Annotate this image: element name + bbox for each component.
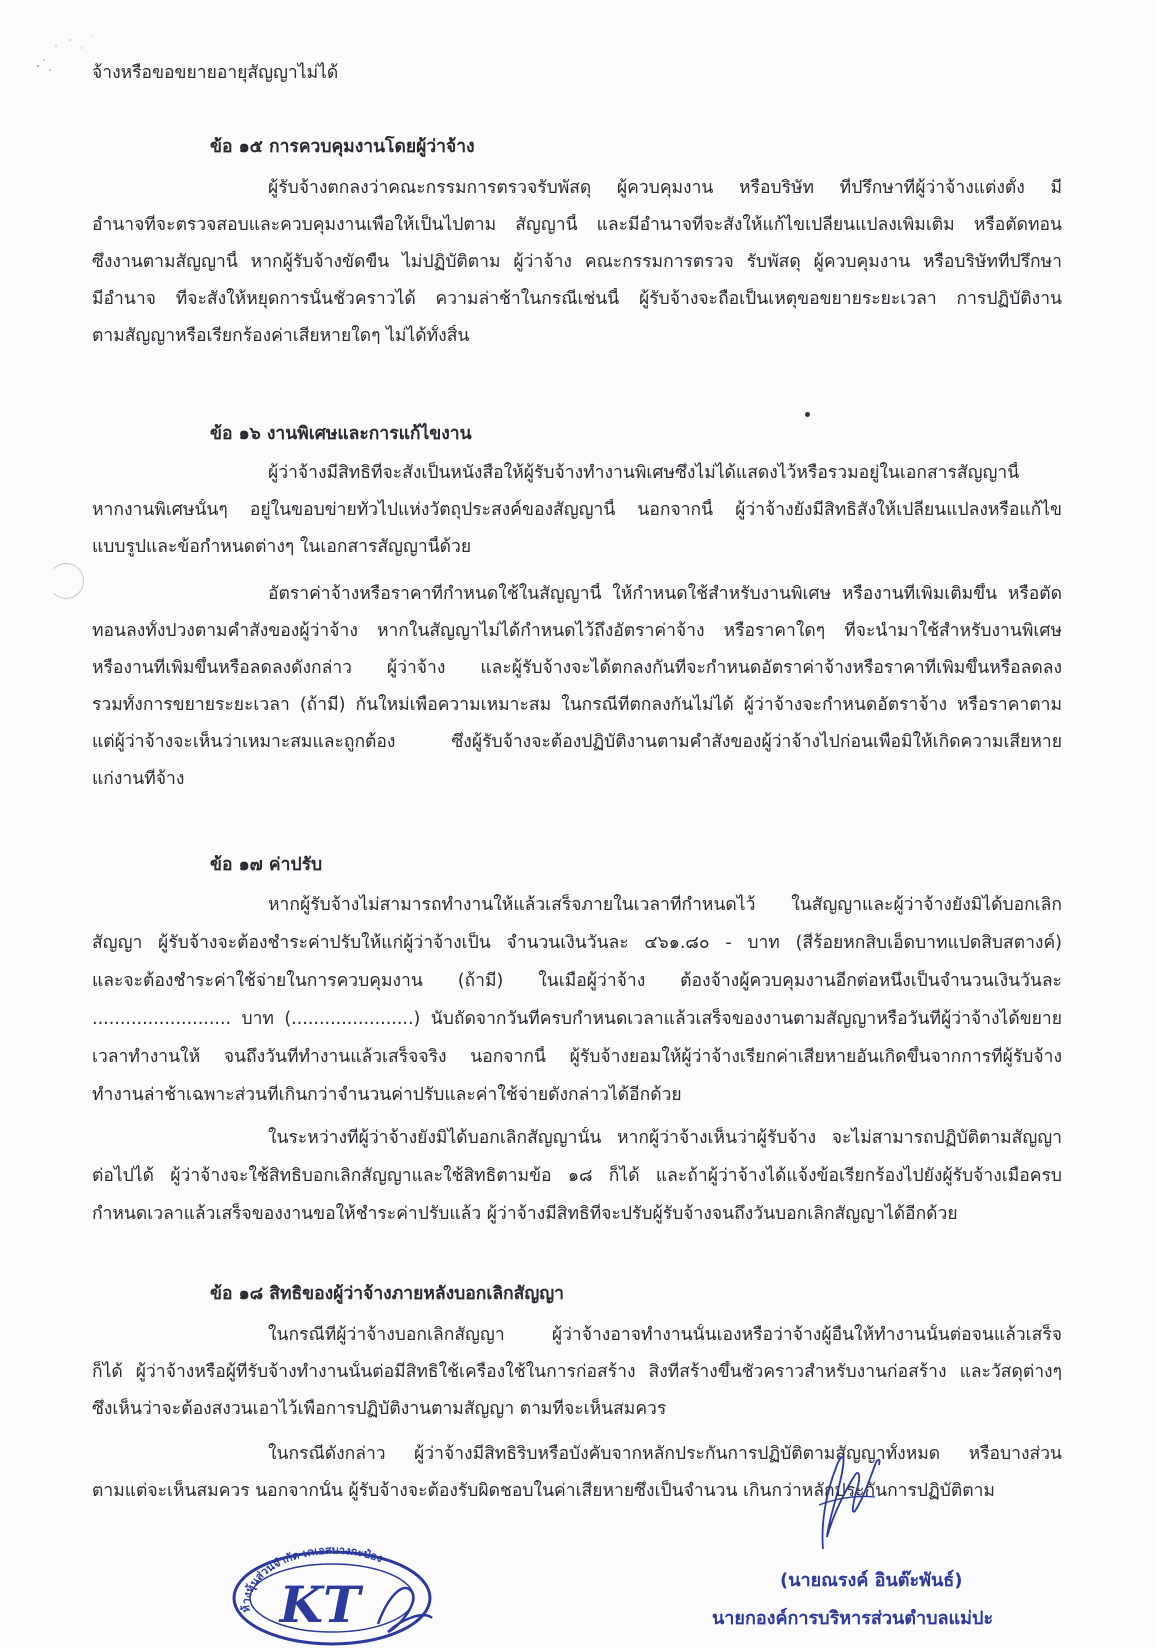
handwritten-signature xyxy=(815,1445,905,1555)
clause-17-line: กำหนดเวลาแล้วเสร็จของงานขอให้ชำระค่าปรับแล้ว ผู้ว่าจ้างมีสิทธิที่จะปรับผู้รับจ้างจนถึงวันบอกเลิกสัญญาได้อีกด้วย xyxy=(92,1204,958,1224)
clause-18-line: ในกรณีที่ผู้ว่าจ้างบอกเลิกสัญญา ผู้ว่าจ้างอาจทำงานนั้นเองหรือว่าจ้างผู้อื่นให้ทำงานนั้นต่อจนแล้วเสร็จ xyxy=(268,1325,1062,1345)
clause-18-line: ซึ่งเห็นว่าจะต้องสงวนเอาไว้เพื่อการปฏิบัติงานตามสัญญา ตามที่จะเห็นสมควร xyxy=(92,1399,667,1419)
clause-16-line: อัตราค่าจ้างหรือราคาที่กำหนดใช้ในสัญญานี้ ให้กำหนดใช้สำหรับงานพิเศษ หรืองานที่เพิ่มเติมขึ้น หรือตัด xyxy=(268,584,1062,604)
clause-16-line: แบบรูปและข้อกำหนดต่างๆ ในเอกสารสัญญานี้ด้วย xyxy=(92,537,472,557)
clause-17-line: ......................... บาท (......................) นับถัดจากวันที่ครบกำหนดเวลาแล้วเสร็จของงานตามสัญญาหรือวันที่ผู้ว่าจ้างได้ขยาย xyxy=(92,1009,1062,1029)
stamp-logo-text: KT xyxy=(279,1575,361,1634)
clause-17-line: ทำงานล่าช้าเฉพาะส่วนที่เกินกว่าจำนวนค่าปรับและค่าใช้จ่ายดังกล่าวได้อีกด้วย xyxy=(92,1085,682,1105)
clause-18-line: ตามแต่จะเห็นสมควร นอกจากนั้น ผู้รับจ้างจะต้องรับผิดชอบในค่าเสียหายซึ่งเป็นจำนวน เกินกว่าหลักประกันการปฏิบัติตาม xyxy=(92,1481,995,1501)
signatory-title: นายกองค์การบริหารส่วนตำบลแม่ปะ xyxy=(712,1608,994,1629)
clause-15-heading: ข้อ ๑๕ การควบคุมงานโดยผู้ว่าจ้าง xyxy=(210,137,475,157)
clause-15-line: ผู้รับจ้างตกลงว่าคณะกรรมการตรวจรับพัสดุ ผู้ควบคุมงาน หรือบริษัท ที่ปรึกษาที่ผู้ว่าจ้างแต่งตั้ง มี xyxy=(268,178,1062,198)
clause-16-line: รวมทั้งการขยายระยะเวลา (ถ้ามี) กันใหม่เพื่อความเหมาะสม ในกรณีที่ตกลงกันไม่ได้ ผู้ว่าจ้างจะกำหนดอัตราจ้าง หรือราคาตาม xyxy=(92,695,1062,715)
clause-16-line: ทอนลงทั้งปวงตามคำสั่งของผู้ว่าจ้าง หากในสัญญาไม่ได้กำหนดไว้ถึงอัตราค่าจ้าง หรือราคาใดๆ ที่จะนำมาใช้สำหรับงานพิเศษ xyxy=(92,621,1062,641)
clause-18-heading: ข้อ ๑๘ สิทธิของผู้ว่าจ้างภายหลังบอกเลิกสัญญา xyxy=(210,1284,564,1304)
clause-15-line: ซึ่งงานตามสัญญานี้ หากผู้รับจ้างขัดขืน ไม่ปฏิบัติตาม ผู้ว่าจ้าง คณะกรรมการตรวจ รับพัสดุ ผู้ควบคุมงาน หรือบริษัทที่ปรึกษา xyxy=(92,252,1062,272)
clause-18-line: ก็ได้ ผู้ว่าจ้างหรือผู้ที่รับจ้างทำงานนั้นต่อมีสิทธิใช้เครื่องใช้ในการก่อสร้าง สิ่งที่สร้างขึ้นชั่วคราวสำหรับงานก่อสร้าง และวัสดุต่างๆ xyxy=(92,1362,1062,1382)
clause-17-line: สัญญา ผู้รับจ้างจะต้องชำระค่าปรับให้แก่ผู้ว่าจ้างเป็น จำนวนเงินวันละ ๔๖๑.๘๐ - บาท (สี่ร้อยหกสิบเอ็ดบาทแปดสิบสตางค์) xyxy=(92,933,1062,953)
clause-16-line: หรืองานที่เพิ่มขึ้นหรือลดลงดังกล่าว ผู้ว่าจ้าง และผู้รับจ้างจะได้ตกลงกันที่จะกำหนดอัตราค่าจ้างหรือราคาที่เพิ่มขึ้นหรือลดลง xyxy=(92,658,1062,678)
clause-15-line: อำนาจที่จะตรวจสอบและควบคุมงานเพื่อให้เป็นไปตาม สัญญานี้ และมีอำนาจที่จะสั่งให้แก้ไขเปลี่ยนแปลงเพิ่มเติม หรือตัดทอน xyxy=(92,215,1062,235)
clause-15-line: ตามสัญญาหรือเรียกร้องค่าเสียหายใดๆ ไม่ได้ทั้งสิ้น xyxy=(92,326,470,346)
stamp-ring-text: ห้างหุ้นส่วนจำกัด เคเอสบางกะป๋อง xyxy=(239,1543,385,1613)
clause-17-line: เวลาทำงานให้ จนถึงวันที่ทำงานแล้วเสร็จจริง นอกจากนี้ ผู้รับจ้างยอมให้ผู้ว่าจ้างเรียกค่าเสียหายอันเกิดขึ้นจากการที่ผู้รับจ้าง xyxy=(92,1047,1062,1067)
clause-16-heading: ข้อ ๑๖ งานพิเศษและการแก้ไขงาน xyxy=(210,424,472,444)
clause-17-line: และจะต้องชำระค่าใช้จ่ายในการควบคุมงาน (ถ้ามี) ในเมื่อผู้ว่าจ้าง ต้องจ้างผู้ควบคุมงานอีกต่อหนึ่งเป็นจำนวนเงินวันละ xyxy=(92,971,1062,991)
clause-18-line: ในกรณีดังกล่าว ผู้ว่าจ้างมีสิทธิริบหรือบังคับจากหลักประกันการปฏิบัติตามสัญญาทั้งหมด หรือบางส่วน xyxy=(268,1444,1062,1464)
clause-15-line: มีอำนาจ ที่จะสั่งให้หยุดการนั้นชั่วคราวได้ ความล่าช้าในกรณีเช่นนี้ ผู้รับจ้างจะถือเป็นเหตุขอขยายระยะเวลา การปฏิบัติงาน xyxy=(92,289,1062,309)
clause-16-line: ผู้ว่าจ้างมีสิทธิที่จะสั่งเป็นหนังสือให้ผู้รับจ้างทำงานพิเศษซึ่งไม่ได้แสดงไว้หรือรวมอยู่ในเอกสารสัญญานี้ xyxy=(268,463,1020,483)
clause-16-line: แต่ผู้ว่าจ้างจะเห็นว่าเหมาะสมและถูกต้อง ซึ่งผู้รับจ้างจะต้องปฏิบัติงานตามคำสั่งของผู้ว่าจ้างไปก่อนเพื่อมิให้เกิดความเสียหาย xyxy=(92,732,1062,752)
clause-17-line: ต่อไปได้ ผู้ว่าจ้างจะใช้สิทธิบอกเลิกสัญญาและใช้สิทธิตามข้อ ๑๘ ก็ได้ และถ้าผู้ว่าจ้างได้แจ้งข้อเรียกร้องไปยังผู้รับจ้างเมื่อครบ xyxy=(92,1166,1062,1186)
clause-17-heading: ข้อ ๑๗ ค่าปรับ xyxy=(210,855,323,875)
carryover-text: จ้างหรือขอขยายอายุสัญญาไม่ได้ xyxy=(92,63,339,83)
company-stamp xyxy=(228,1540,438,1648)
clause-17-line: หากผู้รับจ้างไม่สามารถทำงานให้แล้วเสร็จภายในเวลาที่กำหนดไว้ ในสัญญาและผู้ว่าจ้างยังมิได้บอกเลิก xyxy=(268,895,1062,915)
punch-hole xyxy=(48,563,84,599)
clause-17-line: ในระหว่างที่ผู้ว่าจ้างยังมิได้บอกเลิกสัญญานั้น หากผู้ว่าจ้างเห็นว่าผู้รับจ้าง จะไม่สามารถปฏิบัติตามสัญญา xyxy=(268,1128,1062,1148)
clause-16-line: แก่งานที่จ้าง xyxy=(92,769,185,789)
ink-dot xyxy=(805,412,810,417)
clause-16-line: หากงานพิเศษนั้นๆ อยู่ในขอบข่ายทั่วไปแห่งวัตถุประสงค์ของสัญญานี้ นอกจากนี้ ผู้ว่าจ้างยังมีสิทธิสั่งให้เปลี่ยนแปลงหรือแก้ไข xyxy=(92,500,1062,520)
signatory-name: (นายณรงค์ อินต๊ะพันธ์) xyxy=(780,1570,963,1591)
